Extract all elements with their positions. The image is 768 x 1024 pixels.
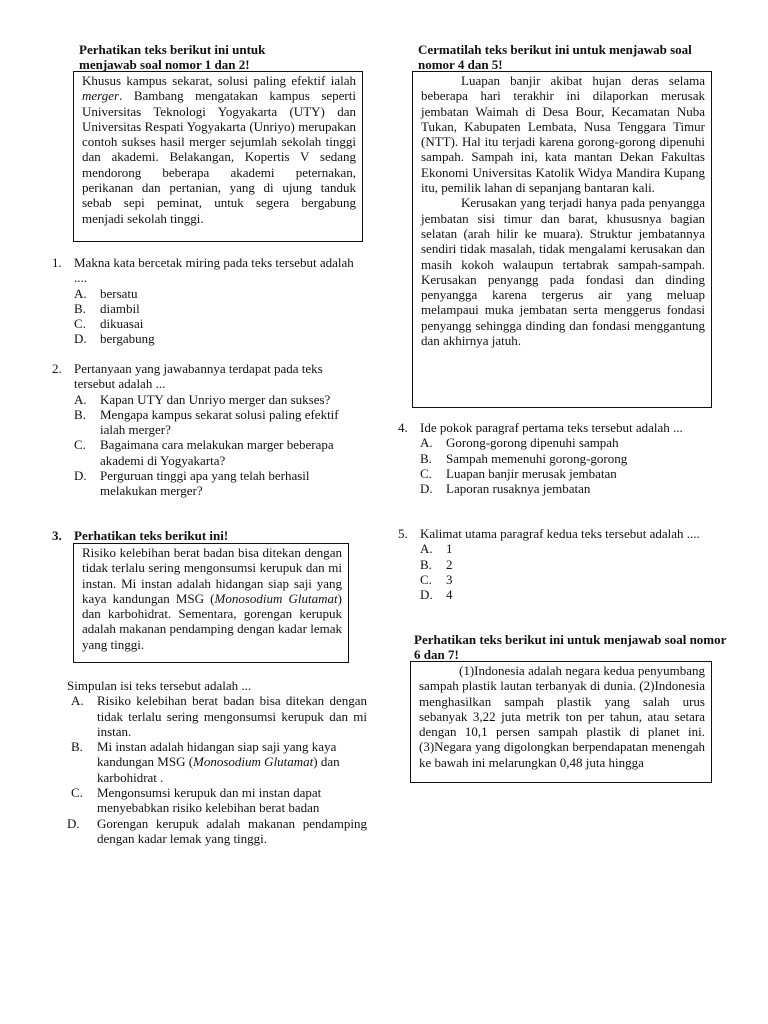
question-number: 4. <box>398 420 408 435</box>
passage-2-paragraph-1: Luapan banjir akibat hujan deras selama beberapa hari terakhir ini dilaporkan merusak jembatan Waimah di Desa Bour, Kecamatan Nuba Tukan, Kabupaten Lembata, Nusa Tenggara Timur (NTT). Hal itu terjadi karena gorong-gorong dipenuhi sampah. Sampah ini, kata mantan Dekan Fakultas Ekonomi Universitas Katolik Widya Mandira Kupang itu, pemilik lahan di sepanjang bantaran kali. <box>421 73 705 196</box>
question-number: 5. <box>398 526 408 541</box>
options-list <box>398 541 718 602</box>
heading-passage-1: Perhatikan teks berikut ini untuk menjawab soal nomor 1 dan 2! <box>79 42 266 73</box>
question-number: 3. <box>52 528 62 543</box>
question-3-body <box>45 678 367 846</box>
option-b[interactable]: B. Mengapa kampus sekarat solusi paling efektif ialah merger? <box>74 406 339 438</box>
option-a[interactable]: A. Risiko kelebihan berat badan bisa ditekan dengan tidak terlalu sering mengonsumsi kerupuk dan mi instan. <box>71 693 367 739</box>
option-c[interactable]: C. dikuasai <box>74 316 144 332</box>
question-3-heading: Perhatikan teks berikut ini! <box>74 528 229 543</box>
heading-passage-3: Perhatikan teks berikut ini untuk menjawab soal nomor 6 dan 7! <box>414 632 727 663</box>
options-list <box>52 286 367 347</box>
question-stem: Kalimat utama paragraf kedua teks tersebut adalah .... <box>420 526 700 541</box>
options-list <box>52 392 367 499</box>
passage-1-italic-word: merger <box>82 88 120 104</box>
option-c[interactable]: C. Luapan banjir merusak jembatan <box>420 465 617 481</box>
question-1 <box>52 255 367 347</box>
question-2 <box>52 361 367 499</box>
passage-3-text: Risiko kelebihan berat badan bisa ditekan dengan tidak terlalu sering mengonsumsi kerupuk dan mi instan. Mi instan adalah hidangan siap saji yang kaya kandungan MSG (Monosodium Glutamat) dan karbohidrat. Sementara, gorengan kerupuk adalah makanan pendamping dengan kadar lemak yang tinggi. <box>82 545 342 652</box>
options-list <box>45 693 367 846</box>
question-stem: Simpulan isi teks tersebut adalah ... <box>67 678 252 693</box>
option-d[interactable]: D. Perguruan tinggi apa yang telah berhasil melakukan merger? <box>74 468 310 499</box>
question-stem: Makna kata bercetak miring pada teks tersebut adalah .... <box>74 255 354 286</box>
options-list <box>398 435 718 496</box>
option-a[interactable]: A. 1 <box>420 541 453 557</box>
option-c[interactable]: C. Bagaimana cara melakukan marger beberapa akademi di Yogyakarta? <box>74 437 334 468</box>
question-stem: Pertanyaan yang jawabannya terdapat pada teks tersebut adalah ... <box>74 361 323 392</box>
question-5 <box>398 526 718 602</box>
passage-2-box <box>412 71 712 408</box>
option-a[interactable]: A. Gorong-gorong dipenuhi sampah <box>420 435 619 451</box>
option-d[interactable]: D. 4 <box>420 587 453 603</box>
question-4 <box>398 420 718 496</box>
option-c[interactable]: C. 3 <box>420 571 453 587</box>
question-number: 2. <box>52 361 62 376</box>
question-number: 1. <box>52 255 62 270</box>
option-d[interactable]: D. Gorengan kerupuk adalah makanan pendamping dengan kadar lemak yang tinggi. <box>67 815 367 846</box>
option-c[interactable]: C. Mengonsumsi kerupuk dan mi instan dapat menyebabkan risiko kelebihan berat badan <box>71 785 322 816</box>
option-d[interactable]: D. bergabung <box>74 331 155 347</box>
heading-passage-2: Cermatilah teks berikut ini untuk menjawab soal nomor 4 dan 5! <box>418 42 692 73</box>
question-3 <box>52 528 367 543</box>
passage-1-box <box>73 71 363 242</box>
passage-3-box <box>73 543 349 663</box>
option-b[interactable]: B. Mi instan adalah hidangan siap saji yang kaya kandungan MSG (Monosodium Glutamat) dan karbohidrat . <box>71 739 340 785</box>
option-b[interactable]: B. 2 <box>420 556 453 572</box>
passage-3-right-box <box>410 661 712 783</box>
option-a[interactable]: A. Kapan UTY dan Unriyo merger dan sukses? <box>74 391 331 407</box>
passage-3-italic-term: Monosodium Glutamat <box>214 590 338 606</box>
passage-6-7-text: (1)Indonesia adalah negara kedua penyumbang sampah plastik lautan terbanyak di dunia. (2)Indonesia menghasilkan sampah plastik yang salah urus sebanyak 3,22 juta metrik ton per tahun, atau setara dengan 10,1 persen sampah plastik di planet ini. (3)Negara yang digolongkan berpendapatan menengah ke bawah ini melarungkan 0,48 juta hingga <box>419 663 705 770</box>
option-b[interactable]: B. diambil <box>74 300 140 316</box>
passage-2-paragraph-2: Kerusakan yang terjadi hanya pada penyangga jembatan sisi timur dan barat, khususnya bagian selatan (arah hilir ke muara). Struktur jembatannya sendiri tidak masalah, tidak mengalami kerusakan dan masih kokoh walaupun tertabrak sampah-sampah. Kerusakan penyangg pada fondasi dan dinding penyangga karena tergerus air yang meluap melampaui muka jembatan serta menggerus fondasi penyangg sehingga dinding dan fondasi menggantung dan akhirnya jatuh. <box>421 195 705 349</box>
option-b[interactable]: B. Sampah memenuhi gorong-gorong <box>420 450 628 466</box>
passage-1-text: Khusus kampus sekarat, solusi paling efektif ialah merger. Bambang mengatakan kampus seperti Universitas Teknologi Yogyakarta (UTY) dan Universitas Respati Yogyakarta (Unriyo) merupakan contoh sukses hasil merger sejumlah sekolah tinggi dan akademi. Belakangan, Kopertis V sedang mendorong beberapa akademi peternakan, perikanan dan pertanian, yang di ujung tanduk sebab sepi peminat, untuk segera bergabung menjadi sekolah tinggi. <box>82 73 356 226</box>
question-stem: Ide pokok paragraf pertama teks tersebut adalah ... <box>420 420 683 435</box>
option-a[interactable]: A. bersatu <box>74 285 138 301</box>
option-d[interactable]: D. Laporan rusaknya jembatan <box>420 481 591 497</box>
